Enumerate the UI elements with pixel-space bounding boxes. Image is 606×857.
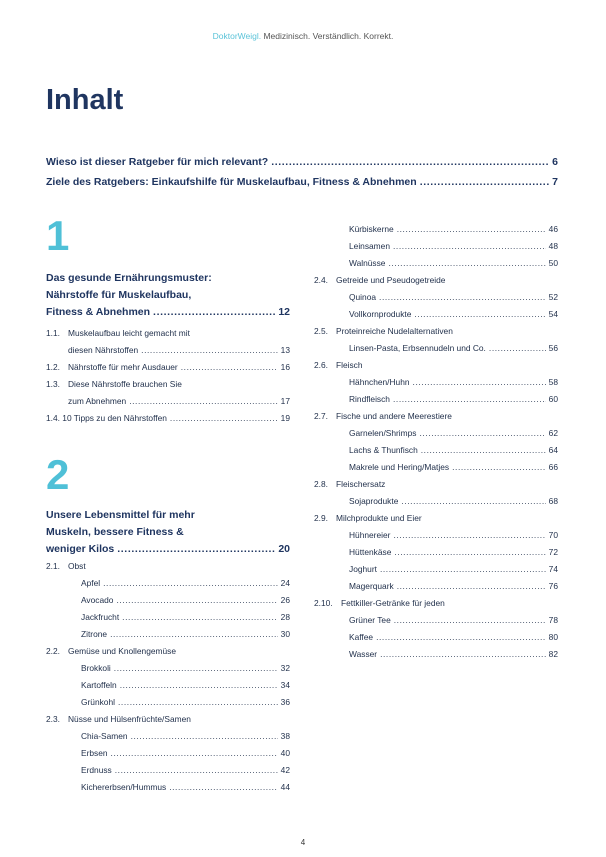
toc-item[interactable]: Grünkohl ..... 36 [46, 694, 290, 711]
toc-left-column [46, 210, 290, 796]
page-number: 4 [300, 838, 306, 847]
toc-item[interactable]: Sojaprodukte ..... 68 [314, 493, 558, 510]
toc-section-2-6[interactable]: 2.6. Fleisch [314, 360, 363, 370]
toc-right-column [314, 221, 558, 663]
page-title: Inhalt [46, 84, 124, 116]
toc-item[interactable]: Erdnuss ..... 42 [46, 762, 290, 779]
toc-item[interactable]: Kaffee ..... 80 [314, 629, 558, 646]
toc-item[interactable]: Hühnereier ..... 70 [314, 527, 558, 544]
toc-section-2-8[interactable]: 2.8. Fleischersatz [314, 479, 386, 489]
toc-section-1-1-cont[interactable]: diesen Nährstoffen ..... 13 [46, 342, 290, 359]
toc-section-1-1[interactable]: 1.1. Muskelaufbau leicht gemacht mit [46, 328, 190, 338]
toc-item[interactable]: Avocado ..... 26 [46, 592, 290, 609]
top-entries [46, 156, 558, 196]
toc-section-2-9[interactable]: 2.9. Milchprodukte und Eier [314, 513, 422, 523]
brand-name: DoktorWeigl. [212, 31, 262, 41]
toc-item[interactable]: Vollkornprodukte ..... 54 [314, 306, 558, 323]
chapter-2-title[interactable]: Unsere Lebensmittel für mehr Muskeln, bessere Fitness & weniger Kilos ..... 20 [46, 507, 290, 558]
toc-item[interactable]: Kartoffeln ..... 34 [46, 677, 290, 694]
tagline: Medizinisch. Verständlich. Korrekt. [261, 31, 394, 41]
toc-section-2-4[interactable]: 2.4. Getreide und Pseudogetreide [314, 275, 446, 285]
toc-section-2-7[interactable]: 2.7. Fische und andere Meerestiere [314, 411, 452, 421]
toc-item[interactable]: Lachs & Thunfisch ..... 64 [314, 442, 558, 459]
toc-item[interactable]: Leinsamen ..... 48 [314, 238, 558, 255]
chapter-1-title[interactable]: Das gesunde Ernährungsmuster: Nährstoffe für Muskelaufbau, Fitness & Abnehmen ..... 12 [46, 270, 290, 321]
toc-item[interactable]: Apfel ..... 24 [46, 575, 290, 592]
toc-entry-goals[interactable]: Ziele des Ratgebers: Einkaufshilfe für Muskelaufbau, Fitness & Abnehmen ..... 7 [46, 176, 558, 196]
toc-item[interactable]: Brokkoli ..... 32 [46, 660, 290, 677]
toc-item[interactable]: Makrele und Hering/Matjes ..... 66 [314, 459, 558, 476]
toc-section-1-2[interactable]: 1.2. Nährstoffe für mehr Ausdauer ..... 16 [46, 359, 290, 376]
toc-entry-relevance[interactable]: Wieso ist dieser Ratgeber für mich relevant? ..... 6 [46, 156, 558, 176]
toc-section-1-3-cont[interactable]: zum Abnehmen ..... 17 [46, 393, 290, 410]
toc-section-1-4[interactable]: 1.4. 10 Tipps zu den Nährstoffen ..... 19 [46, 410, 290, 427]
toc-section-2-2[interactable]: 2.2. Gemüse und Knollengemüse [46, 646, 177, 656]
toc-item[interactable]: Rindfleisch ..... 60 [314, 391, 558, 408]
toc-item[interactable]: Garnelen/Shrimps ..... 62 [314, 425, 558, 442]
page-header [0, 31, 606, 41]
toc-item[interactable]: Hüttenkäse ..... 72 [314, 544, 558, 561]
toc-item[interactable]: Wasser ..... 82 [314, 646, 558, 663]
toc-item[interactable]: Walnüsse ..... 50 [314, 255, 558, 272]
toc-item[interactable]: Erbsen ..... 40 [46, 745, 290, 762]
toc-item[interactable]: Linsen-Pasta, Erbsennudeln und Co. ..... 56 [314, 340, 558, 357]
toc-item[interactable]: Kürbiskerne ..... 46 [314, 221, 558, 238]
toc-section-2-1[interactable]: 2.1. Obst [46, 561, 86, 571]
toc-item[interactable]: Chia-Samen ..... 38 [46, 728, 290, 745]
toc-section-2-5[interactable]: 2.5. Proteinreiche Nudelalternativen [314, 326, 453, 336]
toc-item[interactable]: Grüner Tee ..... 78 [314, 612, 558, 629]
toc-section-1-3[interactable]: 1.3. Diese Nährstoffe brauchen Sie [46, 379, 182, 389]
toc-item[interactable]: Quinoa ..... 52 [314, 289, 558, 306]
toc-item[interactable]: Hähnchen/Huhn ..... 58 [314, 374, 558, 391]
chapter-number-2: 2 [46, 451, 70, 498]
toc-item[interactable]: Jackfrucht ..... 28 [46, 609, 290, 626]
toc-item[interactable]: Zitrone ..... 30 [46, 626, 290, 643]
toc-section-2-10[interactable]: 2.10. Fettkiller-Getränke für jeden [314, 598, 445, 608]
toc-section-2-3[interactable]: 2.3. Nüsse und Hülsenfrüchte/Samen [46, 714, 191, 724]
toc-item[interactable]: Kichererbsen/Hummus ..... 44 [46, 779, 290, 796]
toc-item[interactable]: Joghurt ..... 74 [314, 561, 558, 578]
toc-item[interactable]: Magerquark ..... 76 [314, 578, 558, 595]
chapter-number-1: 1 [46, 212, 70, 259]
